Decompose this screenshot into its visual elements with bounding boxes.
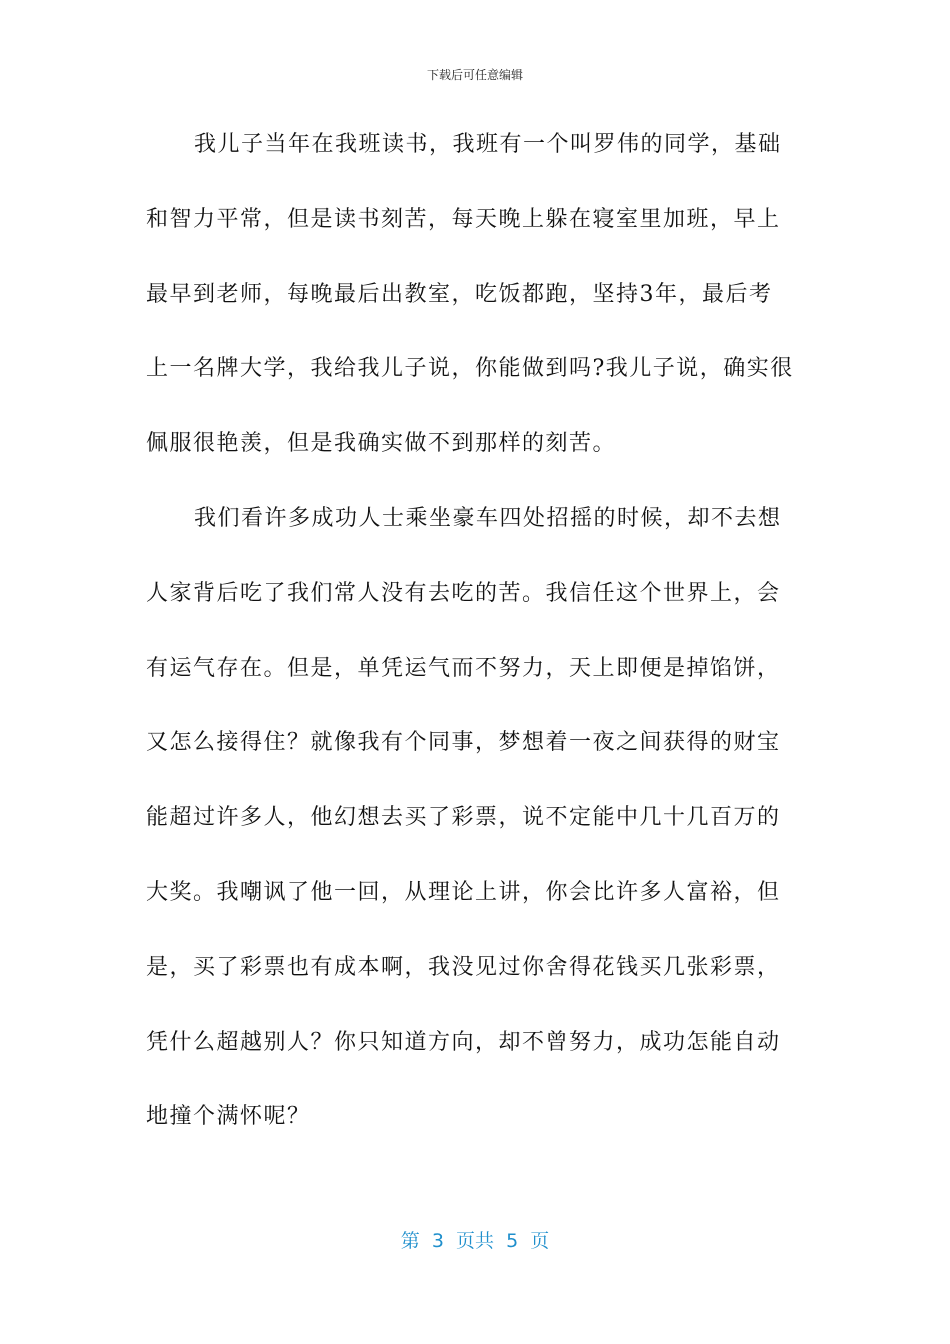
paragraph-1-line-3: 最早到老师，每晚最后出教室，吃饭都跑，坚持3年，最后考 (146, 281, 773, 307)
paragraph-2-line-5: 能超过许多人，他幻想去买了彩票，说不定能中几十几百万的 (146, 805, 781, 831)
paragraph-2-line-4: 又怎么接得住？就像我有个同事，梦想着一夜之间获得的财宝 (146, 730, 781, 756)
paragraph-2-line-8: 凭什么超越别人？你只知道方向，却不曾努力，成功怎能自动 (146, 1029, 781, 1055)
paragraph-2-line-9: 地撞个满怀呢？ (146, 1104, 311, 1130)
paragraph-1-line-4: 上一名牌大学，我给我儿子说，你能做到吗?我儿子说，确实很 (146, 356, 794, 382)
paragraph-1-line-5: 佩服很艳羡，但是我确实做不到那样的刻苦。 (146, 431, 617, 457)
page-number-footer: 第 3 页共 5 页 (400, 1230, 550, 1252)
paragraph-2-line-2: 人家背后吃了我们常人没有去吃的苦。我信任这个世界上，会 (146, 580, 781, 606)
paragraph-2-line-3: 有运气存在。但是，单凭运气而不努力，天上即便是掉馅饼， (146, 655, 781, 681)
document-body (146, 122, 806, 1169)
page-header-note: 下载后可任意编辑 (426, 68, 523, 82)
paragraph-1-line-2: 和智力平常，但是读书刻苦，每天晚上躲在寝室里加班，早上 (146, 206, 781, 232)
paragraph-1-line-1: 我儿子当年在我班读书，我班有一个叫罗伟的同学，基础 (194, 132, 782, 157)
paragraph-2-line-6: 大奖。我嘲讽了他一回，从理论上讲，你会比许多人富裕，但 (146, 879, 781, 905)
paragraph-2-line-7: 是，买了彩票也有成本啊，我没见过你舍得花钱买几张彩票， (146, 954, 781, 980)
paragraph-2-line-1: 我们看许多成功人士乘坐豪车四处招摇的时候，却不去想 (194, 505, 782, 531)
